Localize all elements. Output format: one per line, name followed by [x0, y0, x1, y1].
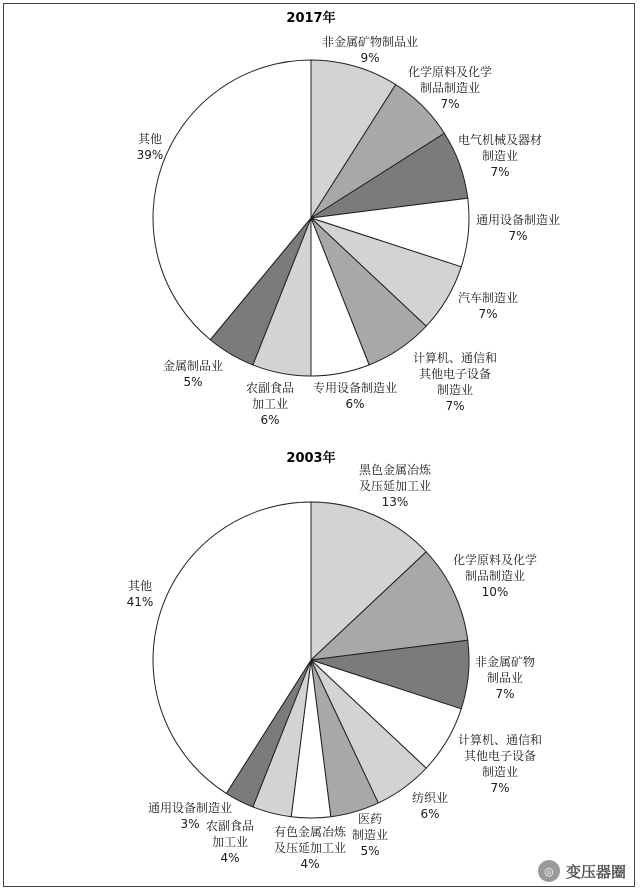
- slice-label-line: 化学原料及化学: [407, 65, 493, 79]
- slice-label-line: 制造业: [481, 765, 519, 779]
- slice-value: 10%: [481, 585, 509, 599]
- slice-label-2003-5: [352, 812, 388, 858]
- slice-label-line: 计算机、通信和: [412, 351, 498, 365]
- slice-value: 7%: [445, 399, 465, 413]
- slice-label-line: 其他电子设备: [463, 749, 537, 763]
- slice-label-line: 其他电子设备: [418, 367, 492, 381]
- slice-value: 7%: [490, 165, 510, 179]
- slice-value: 5%: [183, 375, 203, 389]
- slice-value: 6%: [420, 807, 440, 821]
- slice-value: 9%: [360, 51, 380, 65]
- slice-label-line: 制品业: [486, 671, 524, 685]
- slice-label-line: 其他: [127, 579, 153, 593]
- slice-label-line: 计算机、通信和: [457, 733, 543, 747]
- slice-value: 39%: [136, 148, 164, 162]
- slice-value: 7%: [508, 229, 528, 243]
- slice-label-line: 金属制品业: [162, 359, 224, 373]
- slice-value: 7%: [478, 307, 498, 321]
- slice-label-line: 化学原料及化学: [452, 553, 538, 567]
- slice-label-2003-0: [359, 462, 432, 509]
- slice-label-line: 制造业: [351, 828, 389, 842]
- wechat-icon: ◎: [538, 860, 560, 882]
- slice-label-line: 纺织业: [411, 791, 449, 805]
- slice-label-line: 加工业: [251, 397, 289, 411]
- watermark: [538, 860, 626, 882]
- slice-label-line: 制品制造业: [419, 81, 481, 95]
- slice-label-2017-7: [246, 381, 294, 427]
- slice-label-line: 农副食品: [205, 819, 255, 833]
- slice-label-2017-3: [476, 212, 560, 243]
- chart-title-2017: 2017年: [286, 11, 336, 26]
- slice-value: 6%: [345, 397, 365, 411]
- slice-label-line: 非金属矿物: [474, 655, 536, 669]
- slice-label-line: 加工业: [211, 835, 249, 849]
- watermark-text: 变压器圈: [565, 862, 626, 881]
- slice-label-2017-4: [458, 290, 518, 321]
- pie-chart-2003: [127, 450, 542, 871]
- slice-value: 7%: [495, 687, 515, 701]
- slice-label-line: 有色金属冶炼: [273, 825, 347, 839]
- slice-label-2003-3: [458, 732, 542, 795]
- slice-label-line: 通用设备制造业: [147, 801, 233, 815]
- slice-label-2003-6: [274, 824, 347, 871]
- pie-chart-2017: [137, 10, 560, 427]
- slice-label-line: 非金属矿物制品业: [321, 35, 419, 49]
- slice-label-2017-5: [413, 350, 497, 413]
- slice-label-line: 电气机械及器材: [457, 133, 543, 147]
- slice-value: 4%: [300, 857, 320, 871]
- slice-label-2003-1: [453, 552, 537, 599]
- slice-value: 6%: [260, 413, 280, 427]
- slice-value: 13%: [381, 495, 409, 509]
- slice-value: 41%: [126, 595, 154, 609]
- slice-label-2017-2: [458, 132, 542, 179]
- slice-label-line: 农副食品: [245, 381, 295, 395]
- chart-title-2003: 2003年: [286, 451, 336, 466]
- slice-value: 4%: [220, 851, 240, 865]
- slice-value: 7%: [490, 781, 510, 795]
- slice-label-line: 黑色金属冶炼: [358, 463, 432, 477]
- slice-value: 7%: [440, 97, 460, 111]
- slice-label-line: 制造业: [436, 383, 474, 397]
- slice-label-line: 制品制造业: [464, 569, 526, 583]
- slice-value: 3%: [180, 817, 200, 831]
- slice-label-line: 专用设备制造业: [312, 381, 398, 395]
- slice-label-line: 通用设备制造业: [475, 213, 561, 227]
- slice-label-line: 及压延加工业: [273, 841, 347, 855]
- slice-label-line: 其他: [137, 132, 163, 146]
- slice-label-2017-8: [163, 358, 223, 389]
- slice-label-2003-4: [412, 791, 448, 821]
- slice-label-line: 制造业: [481, 149, 519, 163]
- slice-value: 5%: [360, 844, 380, 858]
- slice-label-2003-9: [127, 578, 154, 609]
- slice-label-line: 医药: [357, 812, 383, 826]
- slice-label-line: 汽车制造业: [457, 291, 519, 305]
- slice-label-2017-0: [322, 34, 418, 65]
- slice-label-line: 及压延加工业: [358, 479, 432, 493]
- slice-label-2003-2: [475, 654, 535, 701]
- slice-label-2017-9: [137, 131, 164, 162]
- slice-label-2003-7: [206, 819, 254, 865]
- slice-label-2017-6: [313, 380, 397, 411]
